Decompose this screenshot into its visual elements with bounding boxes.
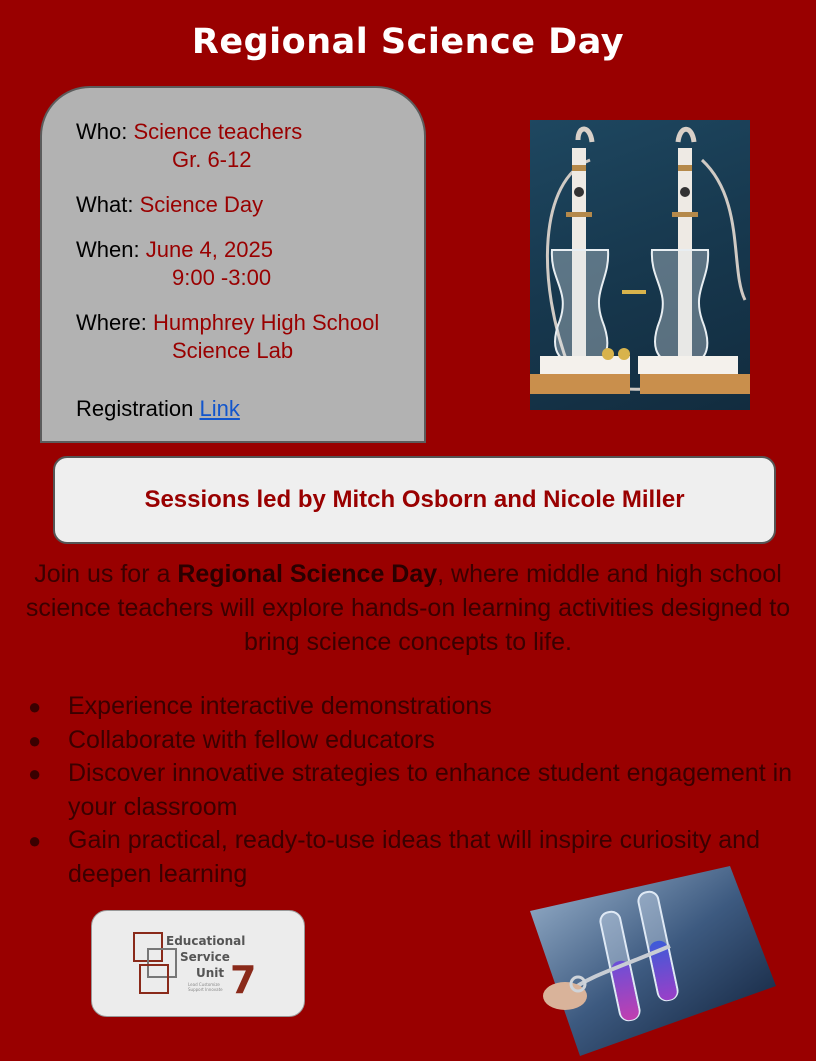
registration-row [76, 395, 379, 423]
bullet-icon: ● [28, 694, 42, 719]
logo-tagline2: Support Innovate [188, 987, 223, 992]
who-value: Science teachers [133, 119, 303, 144]
intro-before: Join us for a [34, 560, 178, 588]
what-value: Science Day [139, 192, 264, 217]
who-value-2: Gr. 6-12 [172, 147, 252, 172]
where-value-2: Science Lab [172, 338, 294, 363]
who-label: Who: [76, 119, 128, 144]
who-row [76, 118, 379, 146]
where-label: Where: [76, 310, 147, 335]
lab-apparatus-photo [530, 120, 750, 410]
test-tubes-illustration [530, 866, 776, 1056]
logo-line3: Unit [196, 966, 225, 980]
where-value: Humphrey High School [153, 310, 380, 335]
intro-bold: Regional Science Day [177, 560, 438, 588]
sessions-text: Sessions led by Mitch Osborn and Nicole Miller [144, 486, 685, 513]
list-item: ● Experience interactive demonstrations [22, 690, 812, 724]
what-label: What: [76, 192, 134, 217]
where-row [76, 309, 379, 337]
registration-label: Registration [76, 396, 194, 421]
bullet-icon: ● [28, 828, 42, 853]
registration-link[interactable]: Link [199, 396, 240, 421]
logo-line2: Service [180, 950, 230, 964]
what-row [76, 191, 379, 219]
list-item: ● Collaborate with fellow educators [22, 724, 812, 758]
intro-after: , where middle and high school science teachers will explore hands-on learning activities designed to bring science concepts to life. [25, 560, 791, 656]
when-label: When: [76, 237, 140, 262]
when-value-2: 9:00 -3:00 [172, 265, 272, 290]
logo-number: 7 [230, 958, 257, 1002]
intro-paragraph [20, 557, 796, 659]
when-row [76, 236, 379, 264]
event-info-card [40, 86, 426, 443]
bullet-icon: ● [28, 727, 42, 753]
list-item: ● Gain practical, ready-to-use ideas that will inspire curiosity and deepen learning [28, 826, 760, 888]
lab-apparatus-illustration [530, 120, 750, 410]
logo-line1: Educational [166, 934, 246, 948]
esu7-logo-card [91, 910, 305, 1017]
esu7-logo [92, 911, 304, 1016]
sessions-banner [53, 456, 776, 544]
logo-tagline1: Lead Customize [188, 982, 220, 987]
benefits-list [22, 690, 812, 891]
test-tubes-photo [530, 866, 776, 1056]
list-item: ● Discover innovative strategies to enhance student engagement in your classroom [28, 759, 793, 821]
when-value: June 4, 2025 [145, 237, 273, 262]
page-title: Regional Science Day [191, 22, 625, 62]
bullet-icon: ● [28, 761, 42, 786]
